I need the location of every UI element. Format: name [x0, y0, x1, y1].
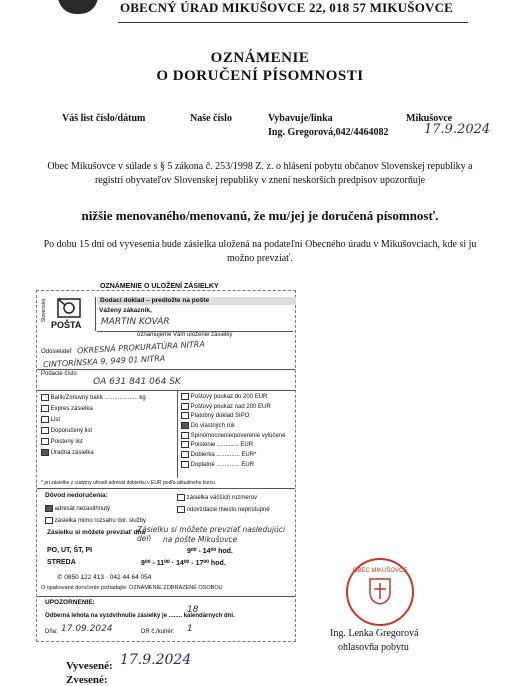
pickup-stamp-line-2: na pošte Mikušovce [163, 535, 238, 544]
posted-label: Vyvesené: [66, 660, 113, 672]
courier-label: DR č./kuriér: [141, 629, 175, 635]
checkbox [181, 393, 189, 400]
notice-text: oznamujeme Vám uloženie zásielky [137, 332, 233, 338]
list-item: List [41, 415, 146, 426]
handled-by-value: Ing. Gregorová,042/4464082 [268, 127, 389, 138]
coat-of-arms-icon [365, 576, 395, 606]
phone-line: ✆ 0850 122 413 · 042 44 64 054 [57, 574, 152, 581]
checkbox [45, 517, 53, 524]
deadline-handwritten: 18 [187, 605, 199, 615]
footnote: * pri zásielke z cudziny uhradí adresát dobierku v EUR podľa aktuálneho kurzu [41, 480, 216, 486]
slip-title: OZNÁMENIE O ULOŽENÍ ZÁSIELKY [97, 283, 222, 290]
checkbox [41, 427, 49, 434]
your-letter-label: Váš list číslo/dátum [62, 113, 146, 124]
list-item: zásielka väčších rozmerov [177, 492, 270, 504]
divider [37, 369, 295, 370]
document-title: OZNÁMENIE [210, 50, 310, 66]
signatory-role: ohlasovňa pobytu [338, 642, 409, 653]
divider [37, 488, 295, 489]
divider [177, 390, 178, 478]
date-handwritten: 17.09.2024 [61, 624, 113, 634]
deadline-text: Odberná lehota na vyzdvihnutie zásielky je ........ kalendárnych dní. [45, 613, 235, 619]
handled-by-label: Vybavuje/linka [268, 113, 333, 124]
official-stamp [346, 558, 414, 626]
office-header: OBECNÝ ÚRAD MIKUŠOVCE 22, 018 57 MIKUŠOVCE [120, 0, 454, 15]
post-horn-icon [57, 298, 81, 318]
pickup-stamp-line-1: Zásielku si môžete prevziať nasledujúci deň [137, 525, 286, 543]
stamp-text: OBEC MIKUŠOVCE [352, 568, 408, 574]
checkbox [181, 451, 189, 458]
days-1: PO, UT, ŠT, PI [47, 547, 93, 554]
taken-label: Zvesené: [66, 674, 108, 686]
reason-title: Dôvod nedoručenia: [45, 492, 108, 499]
date-label: Dňa: [45, 629, 58, 635]
pickup-label: Zásielku si môžete prevziať dňa [47, 529, 146, 536]
checked-checkbox [181, 422, 189, 429]
reason-left-list [45, 503, 146, 527]
checkbox [181, 441, 189, 448]
checkbox [181, 461, 189, 468]
sender-label: Odosielateľ [41, 349, 72, 355]
list-item: Poistenie ............. EUR [181, 441, 285, 451]
place-label: Mikušovce [406, 113, 453, 124]
brand-top: Slovenská [41, 299, 47, 323]
checkbox [181, 432, 189, 439]
document-subtitle: O DORUČENÍ PÍSOMNOSTI [156, 68, 364, 84]
doc-title: Dodací doklad – predložte na pošte [97, 297, 296, 305]
days-2: STREDA [47, 559, 76, 566]
handwritten-date: 17.9.2024 [424, 122, 491, 137]
courier-handwritten: 1 [187, 624, 193, 634]
list-item: Doporučený list [41, 426, 146, 437]
list-item: Balík/Zmluvný balík .................... kg [41, 393, 146, 404]
list-item: odovzdacie miesto neprístupné [177, 504, 270, 516]
warning-title: UPOZORNENIE: [45, 599, 95, 606]
left-checkbox-list [41, 393, 146, 459]
greeting: Vážený zákazník, [99, 307, 152, 314]
sender-handwritten-2: CINTORÍNSKA 9, 949 01 NITRA [42, 353, 166, 370]
list-item: Poistený list [41, 437, 146, 448]
addressee-handwritten: MARTIN KOVÁR [101, 317, 170, 327]
list-item: zásielka mimo rozsahu dor. služby [45, 515, 146, 527]
reason-right-list [177, 492, 270, 516]
pickup-paragraph: Po dobu 15 dní od vyvesenia bude zásielka uložená na podateľni Obecného úradu v Mikušovciach, kde si ju možno prevziať. [43, 239, 477, 264]
post-brand-block [39, 297, 96, 331]
list-item: Spinomocnenie/poverenie vylúčené [181, 432, 285, 442]
checkbox [41, 405, 49, 412]
hours-2: 9⁰⁰ - 11⁰⁰ · 14⁰⁰ - 17⁰⁰ hod. [141, 560, 226, 567]
header-divider [118, 22, 468, 23]
divider [37, 390, 295, 391]
post-notice-slip [36, 283, 296, 642]
municipal-logo [58, 0, 98, 14]
right-checkbox-list [181, 393, 285, 470]
checkbox [177, 494, 185, 501]
posted-date-handwritten: 17.9.2024 [120, 652, 192, 668]
list-item: Platobný doklad SIPO [181, 412, 285, 422]
podacie-handwritten: OA 631 841 064 SK [93, 377, 181, 387]
sender-handwritten-1: OKRESNÁ PROKURATÚRA NITRA [76, 339, 206, 356]
signatory-name: Ing. Lenka Gregorová [330, 628, 419, 639]
podacie-label: Podacie číslo [41, 371, 77, 377]
list-item: adresát nezastihnutý [45, 503, 146, 515]
list-item: Do vlastných rúk [181, 422, 285, 432]
checkbox [41, 394, 49, 401]
list-item: Poštový poukaz do 200 EUR [181, 393, 285, 403]
checkbox [181, 403, 189, 410]
intro-paragraph: Obec Mikušovce v súlade s § 5 zákona č. 253/1998 Z. z. o hlásení pobytu občanov Slovenskej republiky a registri obyvateľov Slovenskej republiky v znení neskorších predpisov upozorňuje [47, 161, 473, 186]
checked-checkbox [41, 449, 49, 456]
list-item: Úradná zásielka [41, 448, 146, 459]
divider [37, 596, 295, 597]
brand-name: POŠTA [51, 320, 82, 330]
list-item: Expres zásielka [41, 404, 146, 415]
hours-1: 9⁰⁰ - 14⁰⁰ hod. [187, 548, 233, 555]
checkbox [177, 506, 185, 513]
delivery-emphasis: nižšie menovaného/menovanú, že mu/jej je doručená písomnosť. [81, 208, 439, 223]
list-item: Doplatné .............. EUR [181, 461, 285, 471]
checkbox [41, 438, 49, 445]
list-item: Poštový poukaz nad 200 EUR [181, 403, 285, 413]
our-number-label: Naše číslo [190, 113, 232, 124]
list-item: Dobierka .............. EUR* [181, 451, 285, 461]
checkbox [181, 412, 189, 419]
checked-checkbox [45, 505, 53, 512]
redelivery-line: O opakované doručenie požiadajte: OZNÁMENIE ZOBRAZENÉ OSOBOU [41, 585, 223, 591]
checkbox [41, 416, 49, 423]
